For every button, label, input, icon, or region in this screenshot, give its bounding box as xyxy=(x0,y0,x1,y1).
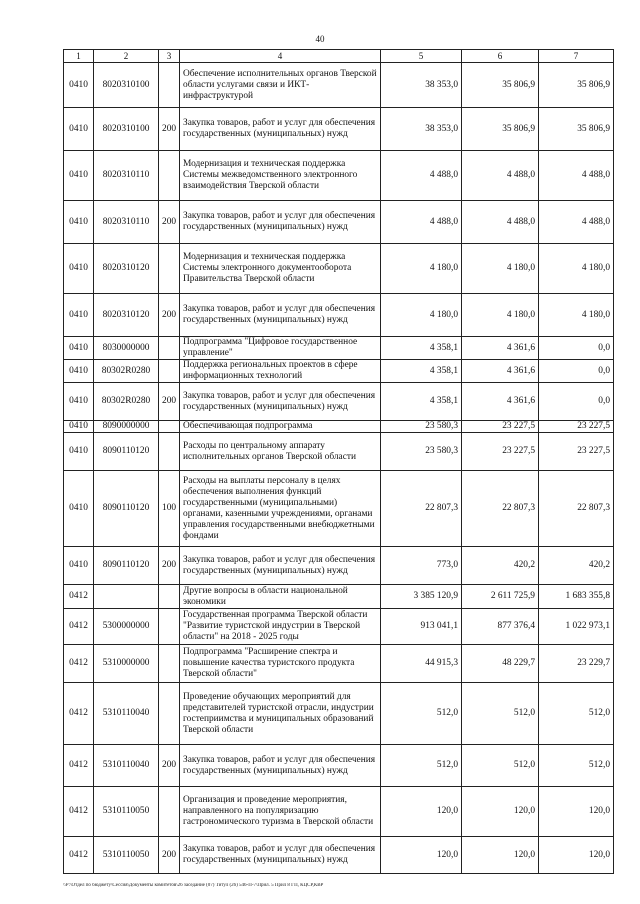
target-code: 8020310110 xyxy=(94,201,159,244)
target-code: 8020310100 xyxy=(94,63,159,108)
header-col-3: 3 xyxy=(159,50,180,63)
table-row xyxy=(64,63,614,108)
section-code: 0412 xyxy=(64,609,94,645)
target-code: 8020310100 xyxy=(94,108,159,151)
section-code: 0410 xyxy=(64,294,94,337)
expense-kind xyxy=(159,609,180,645)
expense-kind: 200 xyxy=(159,745,180,787)
target-code: 5310110040 xyxy=(94,683,159,745)
section-code: 0410 xyxy=(64,337,94,360)
section-code: 0410 xyxy=(64,244,94,294)
table-header-row xyxy=(64,50,614,63)
item-name: Подпрограмма "Расширение спектра и повышение качества туристского продукта Тверской области" xyxy=(180,645,381,683)
amount-col-7: 512,0 xyxy=(539,745,614,787)
header-col-7: 7 xyxy=(539,50,614,63)
table-row xyxy=(64,421,614,433)
amount-col-7: 23 227,5 xyxy=(539,433,614,471)
table-row xyxy=(64,337,614,360)
amount-col-7: 4 488,0 xyxy=(539,151,614,201)
table-row xyxy=(64,201,614,244)
target-code: 8090000000 xyxy=(94,421,159,433)
amount-col-7: 0,0 xyxy=(539,360,614,383)
amount-col-7: 0,0 xyxy=(539,337,614,360)
expense-kind xyxy=(159,683,180,745)
table-row xyxy=(64,787,614,837)
section-code: 0412 xyxy=(64,787,94,837)
amount-col-6: 4 361,6 xyxy=(462,360,539,383)
target-code: 8090110120 xyxy=(94,433,159,471)
amount-col-5: 23 580,3 xyxy=(381,433,462,471)
amount-col-7: 4 488,0 xyxy=(539,201,614,244)
expense-kind xyxy=(159,787,180,837)
item-name: Модернизация и техническая поддержка Системы электронного документооборота Правительства Тверской области xyxy=(180,244,381,294)
amount-col-6: 35 806,9 xyxy=(462,63,539,108)
item-name: Модернизация и техническая поддержка Системы межведомственного электронного взаимодействия Тверской области xyxy=(180,151,381,201)
table-row xyxy=(64,745,614,787)
expense-kind: 100 xyxy=(159,471,180,547)
amount-col-7: 512,0 xyxy=(539,683,614,745)
amount-col-7: 120,0 xyxy=(539,837,614,874)
section-code: 0410 xyxy=(64,201,94,244)
amount-col-6: 4 361,6 xyxy=(462,383,539,421)
expense-kind xyxy=(159,421,180,433)
target-code: 8090110120 xyxy=(94,547,159,585)
section-code: 0410 xyxy=(64,471,94,547)
header-col-1: 1 xyxy=(64,50,94,63)
amount-col-7: 22 807,3 xyxy=(539,471,614,547)
item-name: Проведение обучающих мероприятий для представителей туристской отрасли, индустрии гостеприимства и муниципальных образований Тверской области xyxy=(180,683,381,745)
amount-col-5: 23 580,3 xyxy=(381,421,462,433)
amount-col-6: 22 807,3 xyxy=(462,471,539,547)
amount-col-6: 120,0 xyxy=(462,837,539,874)
amount-col-5: 512,0 xyxy=(381,683,462,745)
table-row xyxy=(64,471,614,547)
amount-col-5: 773,0 xyxy=(381,547,462,585)
table-row xyxy=(64,151,614,201)
header-col-6: 6 xyxy=(462,50,539,63)
amount-col-7: 4 180,0 xyxy=(539,244,614,294)
table-row xyxy=(64,108,614,151)
table-row xyxy=(64,683,614,745)
expense-kind: 200 xyxy=(159,547,180,585)
amount-col-6: 877 376,4 xyxy=(462,609,539,645)
item-name: Закупка товаров, работ и услуг для обеспечения государственных (муниципальных) нужд xyxy=(180,745,381,787)
expense-kind xyxy=(159,244,180,294)
expense-kind xyxy=(159,337,180,360)
target-code: 80302R0280 xyxy=(94,360,159,383)
item-name: Расходы по центральному аппарату исполнительных органов Тверской области xyxy=(180,433,381,471)
target-code: 5310110050 xyxy=(94,787,159,837)
item-name: Закупка товаров, работ и услуг для обеспечения государственных (муниципальных) нужд xyxy=(180,383,381,421)
section-code: 0410 xyxy=(64,421,94,433)
table-row xyxy=(64,645,614,683)
item-name: Расходы на выплаты персоналу в целях обеспечения выполнения функций государственными (муниципальными) органами, казенными учреждениями, органами управления государственными внебюджетными фондами xyxy=(180,471,381,547)
target-code xyxy=(94,585,159,609)
table-row xyxy=(64,433,614,471)
item-name: Подпрограмма "Цифровое государственное управление" xyxy=(180,337,381,360)
expense-kind xyxy=(159,360,180,383)
target-code: 5310000000 xyxy=(94,645,159,683)
table-row xyxy=(64,360,614,383)
target-code: 80302R0280 xyxy=(94,383,159,421)
expense-kind xyxy=(159,63,180,108)
expense-kind xyxy=(159,151,180,201)
amount-col-6: 420,2 xyxy=(462,547,539,585)
amount-col-5: 4 488,0 xyxy=(381,151,462,201)
section-code: 0412 xyxy=(64,645,94,683)
amount-col-7: 4 180,0 xyxy=(539,294,614,337)
amount-col-6: 2 611 725,9 xyxy=(462,585,539,609)
target-code: 5310110050 xyxy=(94,837,159,874)
item-name: Обеспечение исполнительных органов Тверской области услугами связи и ИКТ-инфраструктурой xyxy=(180,63,381,108)
amount-col-5: 120,0 xyxy=(381,787,462,837)
amount-col-7: 35 806,9 xyxy=(539,108,614,151)
amount-col-5: 4 358,1 xyxy=(381,337,462,360)
item-name: Закупка товаров, работ и услуг для обеспечения государственных (муниципальных) нужд xyxy=(180,837,381,874)
amount-col-7: 23 227,5 xyxy=(539,421,614,433)
target-code: 8020310120 xyxy=(94,244,159,294)
footer-file-path: \\Р:\Отдел по бюджету\Сессия\Документы комитетов\26 заседание (07) Титул (26) 546-П-7\Прил. 5 Прил 8 ГП, КЦСР,КВР xyxy=(63,883,324,888)
section-code: 0412 xyxy=(64,837,94,874)
expense-kind xyxy=(159,433,180,471)
amount-col-6: 4 361,6 xyxy=(462,337,539,360)
section-code: 0410 xyxy=(64,108,94,151)
amount-col-5: 3 385 120,9 xyxy=(381,585,462,609)
amount-col-5: 120,0 xyxy=(381,837,462,874)
expense-kind: 200 xyxy=(159,201,180,244)
header-col-5: 5 xyxy=(381,50,462,63)
amount-col-7: 420,2 xyxy=(539,547,614,585)
item-name: Поддержка региональных проектов в сфере информационных технологий xyxy=(180,360,381,383)
amount-col-5: 22 807,3 xyxy=(381,471,462,547)
page-number: 40 xyxy=(315,34,325,44)
table-row xyxy=(64,609,614,645)
amount-col-6: 23 227,5 xyxy=(462,433,539,471)
target-code: 8020310120 xyxy=(94,294,159,337)
item-name: Государственная программа Тверской области "Развитие туристской индустрии в Тверской области" на 2018 - 2025 годы xyxy=(180,609,381,645)
section-code: 0410 xyxy=(64,151,94,201)
amount-col-6: 4 488,0 xyxy=(462,151,539,201)
target-code: 8030000000 xyxy=(94,337,159,360)
amount-col-5: 44 915,3 xyxy=(381,645,462,683)
section-code: 0412 xyxy=(64,585,94,609)
expense-kind: 200 xyxy=(159,837,180,874)
table-row xyxy=(64,244,614,294)
item-name: Закупка товаров, работ и услуг для обеспечения государственных (муниципальных) нужд xyxy=(180,294,381,337)
amount-col-6: 48 229,7 xyxy=(462,645,539,683)
section-code: 0410 xyxy=(64,547,94,585)
item-name: Закупка товаров, работ и услуг для обеспечения государственных (муниципальных) нужд xyxy=(180,201,381,244)
amount-col-7: 23 229,7 xyxy=(539,645,614,683)
expense-kind xyxy=(159,645,180,683)
target-code: 8020310110 xyxy=(94,151,159,201)
target-code: 5300000000 xyxy=(94,609,159,645)
table-row xyxy=(64,837,614,874)
amount-col-5: 4 358,1 xyxy=(381,360,462,383)
item-name: Обеспечивающая подпрограмма xyxy=(180,421,381,433)
amount-col-5: 4 358,1 xyxy=(381,383,462,421)
table-row xyxy=(64,585,614,609)
item-name: Закупка товаров, работ и услуг для обеспечения государственных (муниципальных) нужд xyxy=(180,108,381,151)
amount-col-6: 512,0 xyxy=(462,683,539,745)
amount-col-6: 35 806,9 xyxy=(462,108,539,151)
expense-kind xyxy=(159,585,180,609)
expense-kind: 200 xyxy=(159,294,180,337)
section-code: 0412 xyxy=(64,683,94,745)
amount-col-5: 4 180,0 xyxy=(381,294,462,337)
expense-kind: 200 xyxy=(159,108,180,151)
amount-col-6: 4 180,0 xyxy=(462,244,539,294)
target-code: 8090110120 xyxy=(94,471,159,547)
amount-col-5: 38 353,0 xyxy=(381,63,462,108)
item-name: Другие вопросы в области национальной экономики xyxy=(180,585,381,609)
section-code: 0412 xyxy=(64,745,94,787)
target-code: 5310110040 xyxy=(94,745,159,787)
item-name: Закупка товаров, работ и услуг для обеспечения государственных (муниципальных) нужд xyxy=(180,547,381,585)
amount-col-5: 4 488,0 xyxy=(381,201,462,244)
table-row xyxy=(64,294,614,337)
section-code: 0410 xyxy=(64,360,94,383)
amount-col-7: 1 022 973,1 xyxy=(539,609,614,645)
amount-col-6: 4 180,0 xyxy=(462,294,539,337)
budget-table xyxy=(63,49,614,874)
amount-col-6: 120,0 xyxy=(462,787,539,837)
section-code: 0410 xyxy=(64,433,94,471)
section-code: 0410 xyxy=(64,63,94,108)
amount-col-6: 23 227,5 xyxy=(462,421,539,433)
item-name: Организация и проведение мероприятия, направленного на популяризацию гастрономического туризма в Тверской области xyxy=(180,787,381,837)
amount-col-6: 4 488,0 xyxy=(462,201,539,244)
expense-kind: 200 xyxy=(159,383,180,421)
amount-col-5: 38 353,0 xyxy=(381,108,462,151)
amount-col-7: 120,0 xyxy=(539,787,614,837)
amount-col-7: 1 683 355,8 xyxy=(539,585,614,609)
table-row xyxy=(64,383,614,421)
amount-col-6: 512,0 xyxy=(462,745,539,787)
table-row xyxy=(64,547,614,585)
amount-col-7: 0,0 xyxy=(539,383,614,421)
amount-col-7: 35 806,9 xyxy=(539,63,614,108)
amount-col-5: 4 180,0 xyxy=(381,244,462,294)
amount-col-5: 913 041,1 xyxy=(381,609,462,645)
section-code: 0410 xyxy=(64,383,94,421)
header-col-2: 2 xyxy=(94,50,159,63)
amount-col-5: 512,0 xyxy=(381,745,462,787)
header-col-4: 4 xyxy=(180,50,381,63)
